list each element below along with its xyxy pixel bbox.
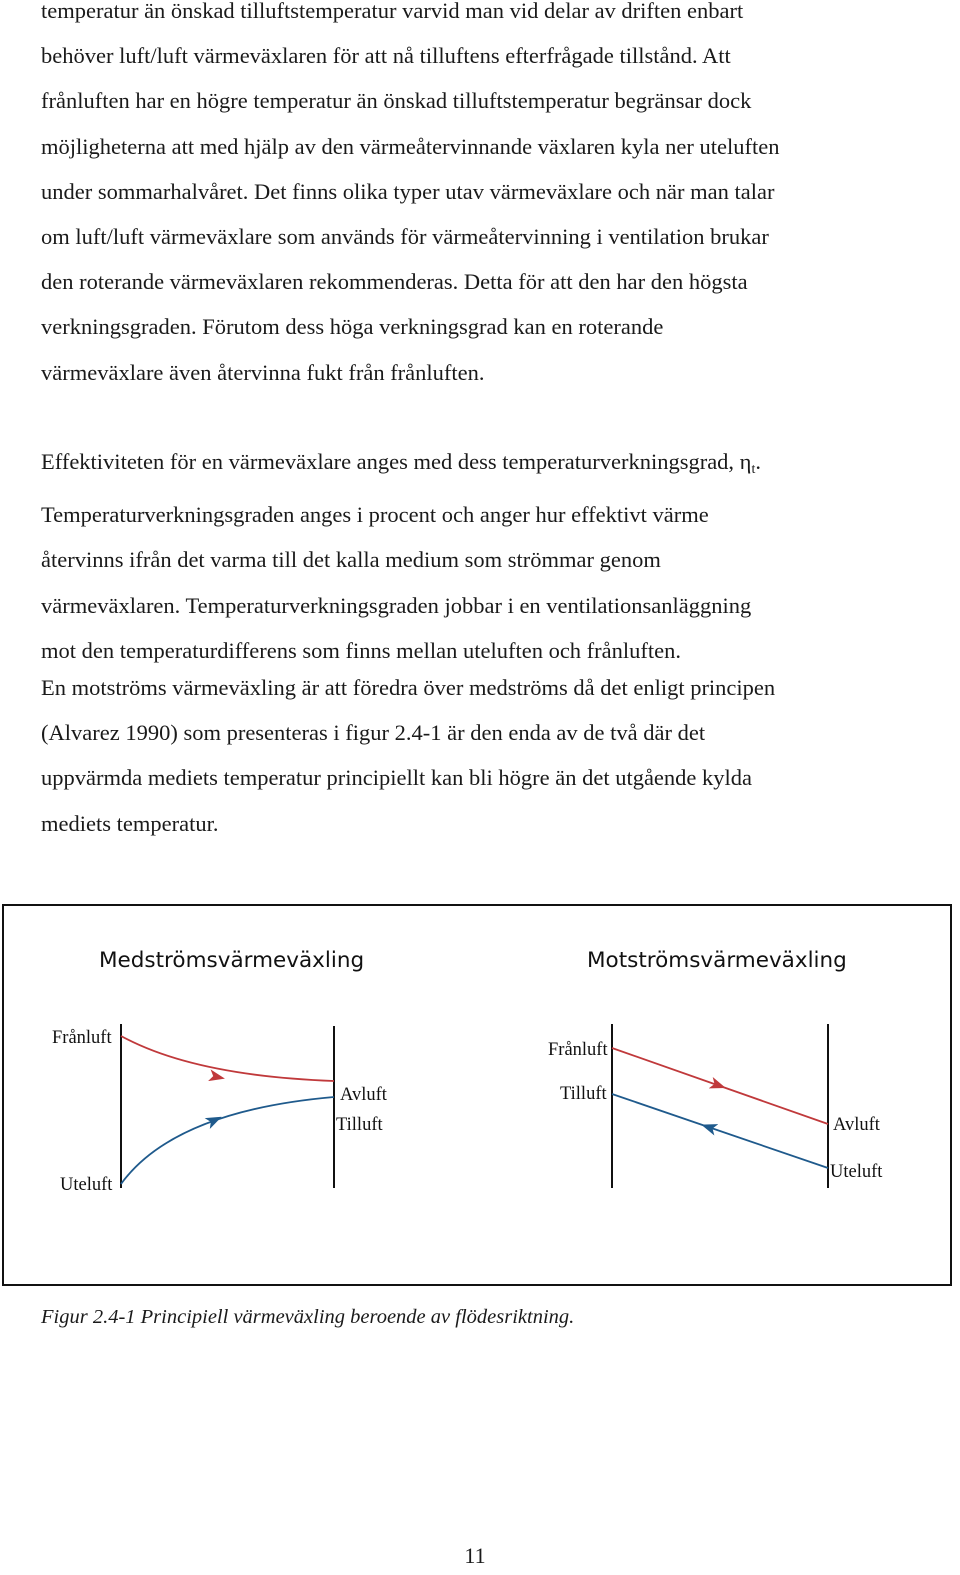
text-line: temperatur än önskad tilluftstemperatur varvid man vid delar av driften enbart [41,0,744,23]
counterflow-hot-flow [612,1048,828,1124]
counterflow-label-avluft: Avluft [833,1115,880,1135]
cocurrent-label-tilluft: Tilluft [336,1115,383,1135]
text-line: Temperaturverkningsgraden anges i procent och anger hur effektivt värme [41,502,709,528]
cocurrent-cold-flow [121,1097,334,1184]
text-segment: Effektiviteten för en värmeväxlare anges med dess temperaturverkningsgrad, η [41,449,752,474]
text-line: uppvärmda mediets temperatur principiellt kan bli högre än det utgående kylda [41,765,753,791]
counterflow-label-uteluft: Uteluft [830,1162,883,1182]
text-line: värmeväxlaren. Temperaturverkningsgraden jobbar i en ventilationsanläggning [41,592,752,618]
figure-caption: Figur 2.4-1 Principiell värmeväxling beroende av flödesriktning. [41,1306,575,1328]
counterflow-hot-arrow [684,1073,723,1087]
text-line: värmeväxlare även återvinna fukt från frånluften. [41,359,485,385]
counterflow-cold-flow [612,1094,828,1168]
text-line: En motströms värmeväxling är att föredra över medströms då det enligt principen [41,675,776,700]
text-line-with-eta [41,439,921,492]
text-line: möjligheterna att med hjälp av den värmeåtervinnande växlaren kyla ner uteluften [41,133,780,159]
cocurrent-label-uteluft: Uteluft [60,1175,113,1195]
counterflow-cold-arrow [704,1126,749,1141]
text-line: mot den temperaturdifferens som finns mellan uteluften och frånluften. [41,637,682,663]
text-segment: . [755,449,761,474]
counterflow-label-franluft: Frånluft [548,1040,608,1060]
text-line: om luft/luft värmeväxlare som används för värmeåtervinning i ventilation brukar [41,224,769,250]
text-line: verkningsgraden. Förutom dess höga verkningsgrad kan en roterande [41,314,664,340]
text-line: behöver luft/luft värmeväxlaren för att nå tilluftens efterfrågade tillstånd. Att [41,43,731,69]
paragraph-efficiency [41,439,921,673]
counterflow-label-tilluft: Tilluft [560,1084,607,1104]
text-line: mediets temperatur. [41,810,219,836]
text-line: frånluften har en högre temperatur än önskad tilluftstemperatur begränsar dock [41,88,752,114]
counterflow-title: Motströmsvärmeväxling [587,948,847,973]
text-line: under sommarhalvåret. Det finns olika typer utav värmeväxlare och när man talar [41,178,775,204]
cocurrent-label-franluft: Frånluft [52,1028,112,1048]
eta-subscript: t [751,462,756,477]
text-line: (Alvarez 1990) som presenteras i figur 2.4-1 är den enda av de två där det [41,720,706,746]
cocurrent-title: Medströmsvärmeväxling [99,948,365,973]
heat-exchange-figure [2,904,952,1286]
text-line: återvinns ifrån det varma till det kalla medium som strömmar genom [41,547,661,573]
paragraph-heat-recovery [41,0,921,395]
text-line: den roterande värmeväxlaren rekommenderas. Detta för att den har den högsta [41,269,748,295]
cocurrent-hot-flow [121,1036,334,1081]
cocurrent-hot-arrow [179,1064,222,1078]
page-number: 11 [464,1543,486,1568]
flow-diagram [4,906,950,1284]
cocurrent-label-avluft: Avluft [340,1085,387,1105]
paragraph-counterflow [41,665,921,846]
